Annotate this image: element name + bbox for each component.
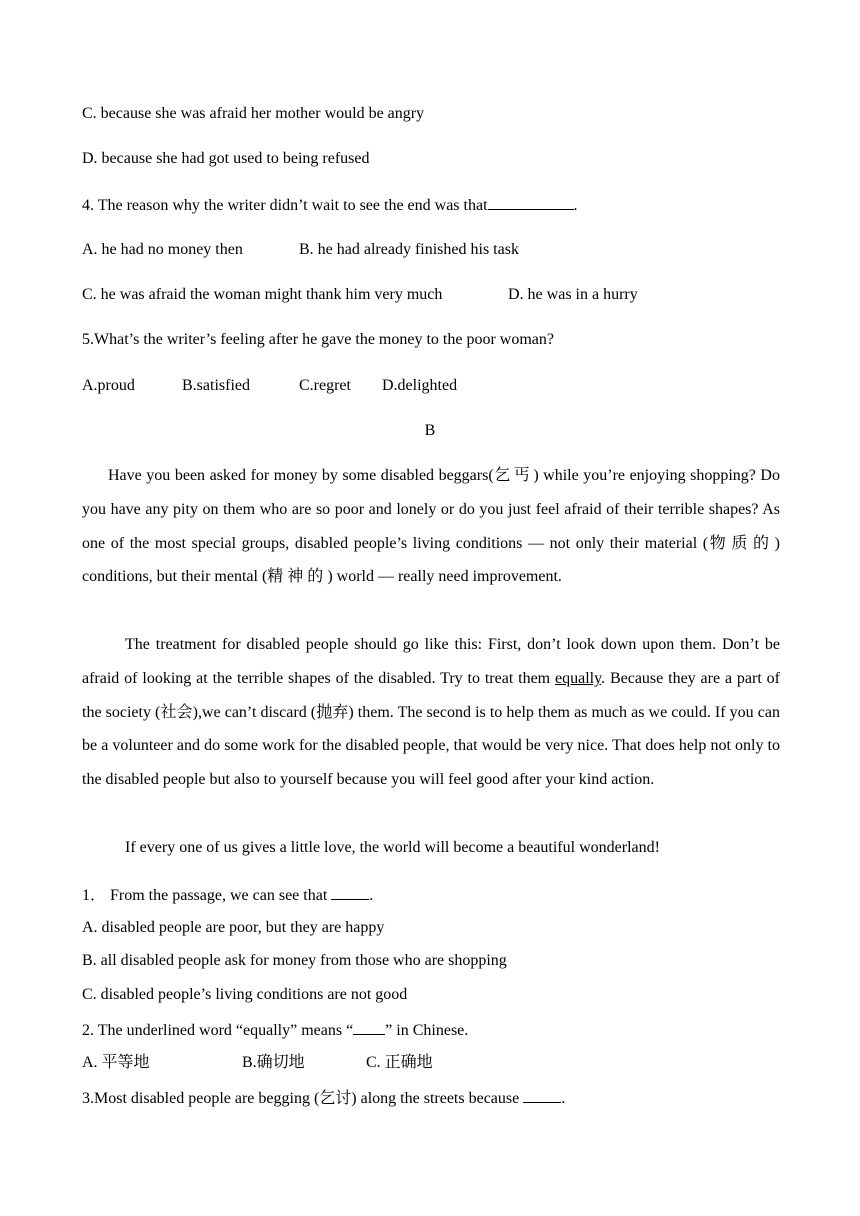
- q5-stem: 5.What’s the writer’s feeling after he gave the money to the poor woman?: [82, 331, 554, 348]
- q4-option-b: B. he had already finished his task: [299, 241, 519, 258]
- q4-option-c: C. he was afraid the woman might thank him very much: [82, 286, 443, 303]
- b-q1-option-a: A. disabled people are poor, but they are happy: [82, 919, 385, 936]
- p2-text-3: ),we can’t discard (: [192, 703, 317, 721]
- b-q2-option-b: B.确切地: [242, 1054, 305, 1071]
- b-q3-stem: [82, 1087, 565, 1109]
- q4-stem: [82, 194, 578, 216]
- p2-text-4: ) them. The second is to help them as much as we could. If you can be a volunteer and do some work for the disabled people, that would be very nice. That does help not only to the disabled people but also to yourself because you will feel good after your kind action.: [82, 703, 780, 789]
- p1-text-4: ) world — really need improvement.: [327, 568, 562, 586]
- q5-option-a: A.proud: [82, 377, 135, 394]
- p1-text-2: ) while you’re enjoying shopping? Do you have any pity on them who are so poor and lonely or do you just feel afraid of their terrible shapes? As one of the most special groups, disabled people’s living conditions — not only their material (: [82, 467, 780, 552]
- b-q1-option-c: C. disabled people’s living conditions are not good: [82, 986, 408, 1003]
- underlined-word: equally: [555, 669, 602, 687]
- q5-option-c: C.regret: [299, 377, 351, 394]
- q3-option-c: C. because she was afraid her mother would be angry: [82, 105, 425, 122]
- b-q1-stem: [82, 884, 373, 906]
- b-q1-option-b: B. all disabled people ask for money from those who are shopping: [82, 952, 507, 969]
- p1-chinese-1: 乞丐: [493, 467, 534, 484]
- q3-option-d: D. because she had got used to being refused: [82, 150, 370, 167]
- p2-text-1: The treatment for disabled people should go like this: First, don’t look down upon them. Don’t be afraid of looking at the terrible shapes of the disabled. Try to treat them: [82, 636, 780, 687]
- passage-paragraph-2: [82, 628, 780, 797]
- answer-blank: [331, 884, 369, 900]
- p1-text-1: Have you been asked for money by some disabled beggars(: [108, 467, 494, 484]
- b-q2-stem-start: 2. The underlined word “equally” means “: [82, 1022, 354, 1039]
- p1-chinese-3: 精神的: [267, 568, 328, 586]
- passage-paragraph-1: [82, 459, 780, 594]
- answer-blank: [488, 194, 574, 210]
- p2-chinese-1: 社会: [160, 703, 193, 721]
- section-b-heading: B: [424, 422, 436, 439]
- b-q3-stem-start: 3.Most disabled people are begging (: [82, 1090, 320, 1107]
- b-q2-stem: [82, 1019, 468, 1041]
- b-q3-stem-end: ) along the streets because: [351, 1090, 524, 1107]
- b-q2-option-a: A. 平等地: [82, 1054, 150, 1071]
- b-q3-end: .: [561, 1090, 566, 1107]
- passage-paragraph-3: If every one of us gives a little love, the world will become a beautiful wonderland!: [125, 839, 660, 856]
- q4-option-d: D. he was in a hurry: [508, 286, 638, 303]
- b-q2-stem-end: ” in Chinese.: [385, 1022, 469, 1039]
- p1-text-3: ) conditions, but their mental (: [82, 534, 780, 586]
- b-q2-option-c: C. 正确地: [366, 1054, 433, 1071]
- answer-blank: [353, 1019, 385, 1035]
- q5-option-d: D.delighted: [382, 377, 458, 394]
- b-q3-chinese: 乞讨: [319, 1090, 352, 1107]
- q5-option-b: B.satisfied: [182, 377, 250, 394]
- q4-stem-end: .: [573, 197, 578, 214]
- q4-option-a: A. he had no money then: [82, 241, 243, 258]
- q4-stem-text: 4. The reason why the writer didn’t wait to see the end was that: [82, 197, 488, 214]
- p2-chinese-2: 抛弃: [316, 703, 349, 721]
- b-q1-stem-end: .: [369, 887, 374, 904]
- b-q1-stem-text: 1． From the passage, we can see that: [82, 887, 332, 904]
- answer-blank: [523, 1087, 561, 1103]
- p2-text-2: . Because they are a part of the society (: [82, 669, 781, 721]
- p1-chinese-2: 物质的: [708, 534, 775, 552]
